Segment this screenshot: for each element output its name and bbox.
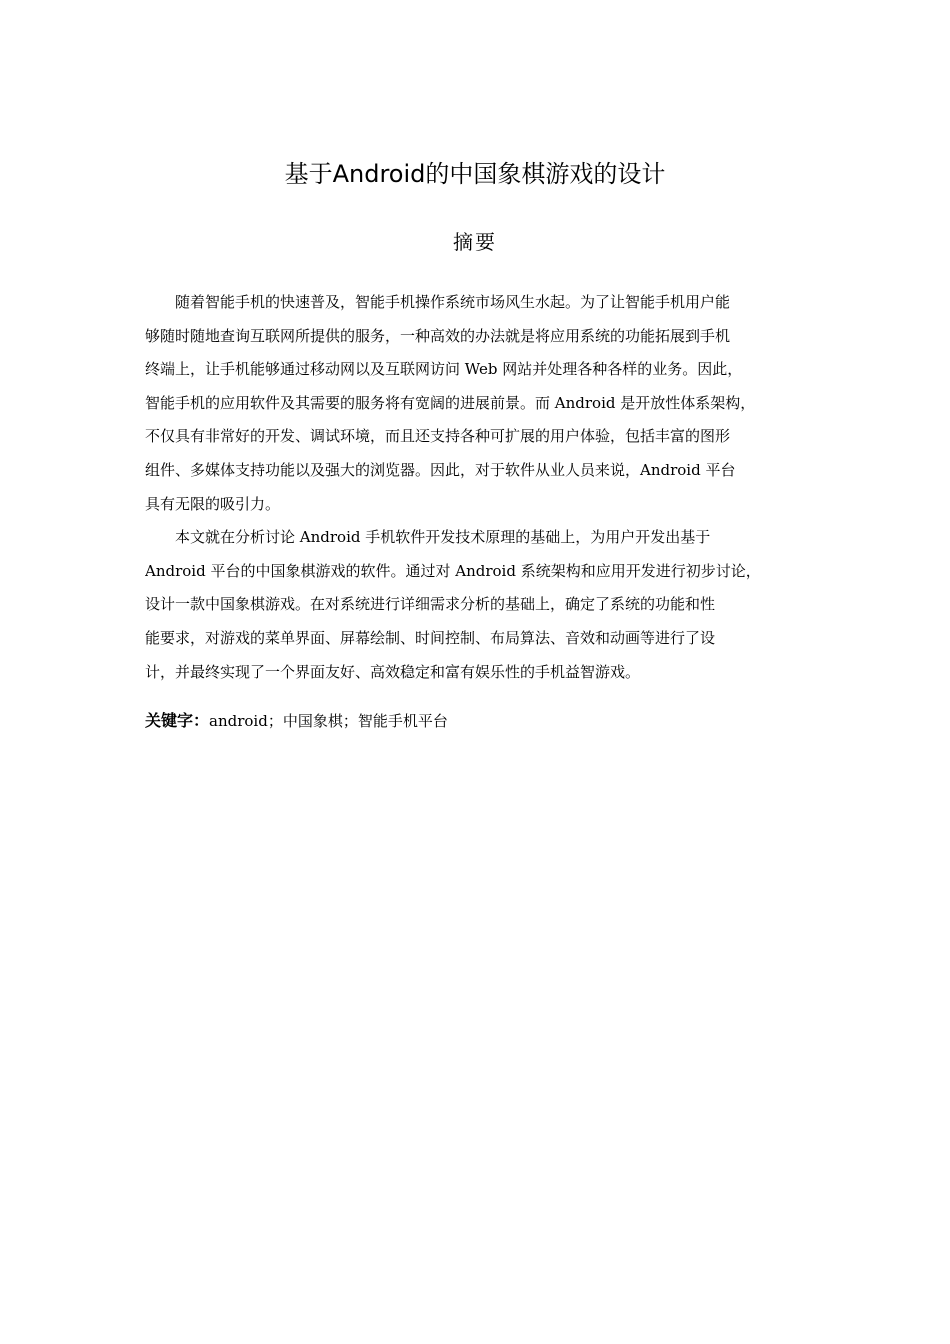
text-line: 终端上，让手机能够通过移动网以及互联网访问 Web 网站并处理各种各样的业务。因此， bbox=[145, 360, 743, 379]
abstract-body bbox=[145, 286, 817, 689]
text-line: 智能手机的应用软件及其需要的服务将有宽阔的进展前景。而 Android 是开放性体系架构， bbox=[145, 393, 756, 412]
text-line: 不仅具有非常好的开发、调试环境，而且还支持各种可扩展的用户体验，包括丰富的图形 bbox=[145, 427, 731, 446]
text-line: 设计一款中国象棋游戏。在对系统进行详细需求分析的基础上，确定了系统的功能和性 bbox=[145, 595, 716, 614]
abstract-heading: 摘要 bbox=[453, 230, 497, 254]
text-line: 随着智能手机的快速普及，智能手机操作系统市场风生水起。为了让智能手机用户能 bbox=[175, 293, 731, 311]
text-line: Android 平台的中国象棋游戏的软件。通过对 Android 系统架构和应用开发进行初步讨论， bbox=[145, 561, 761, 580]
text-line: 能要求，对游戏的菜单界面、屏幕绘制、时间控制、布局算法、音效和动画等进行了设 bbox=[145, 628, 716, 647]
keywords-label: 关键字： bbox=[145, 711, 210, 730]
text-line: 具有无限的吸引力。 bbox=[145, 494, 281, 513]
text-line: 够随时随地查询互联网所提供的服务，一种高效的办法就是将应用系统的功能拓展到手机 bbox=[145, 326, 731, 345]
text-line: 本文就在分析讨论 Android 手机软件开发技术原理的基础上，为用户开发出基于 bbox=[175, 528, 711, 547]
keywords-line bbox=[145, 706, 817, 736]
keywords-value: android；中国象棋；智能手机平台 bbox=[209, 712, 448, 730]
text-line: 组件、多媒体支持功能以及强大的浏览器。因此，对于软件从业人员来说，Android 平台 bbox=[145, 460, 736, 479]
abstract-paragraph-1 bbox=[145, 286, 817, 521]
abstract-paragraph-2 bbox=[145, 521, 817, 689]
text-line: 计，并最终实现了一个界面友好、高效稳定和富有娱乐性的手机益智游戏。 bbox=[145, 662, 641, 681]
paper-title: 基于Android的中国象棋游戏的设计 bbox=[284, 160, 666, 188]
